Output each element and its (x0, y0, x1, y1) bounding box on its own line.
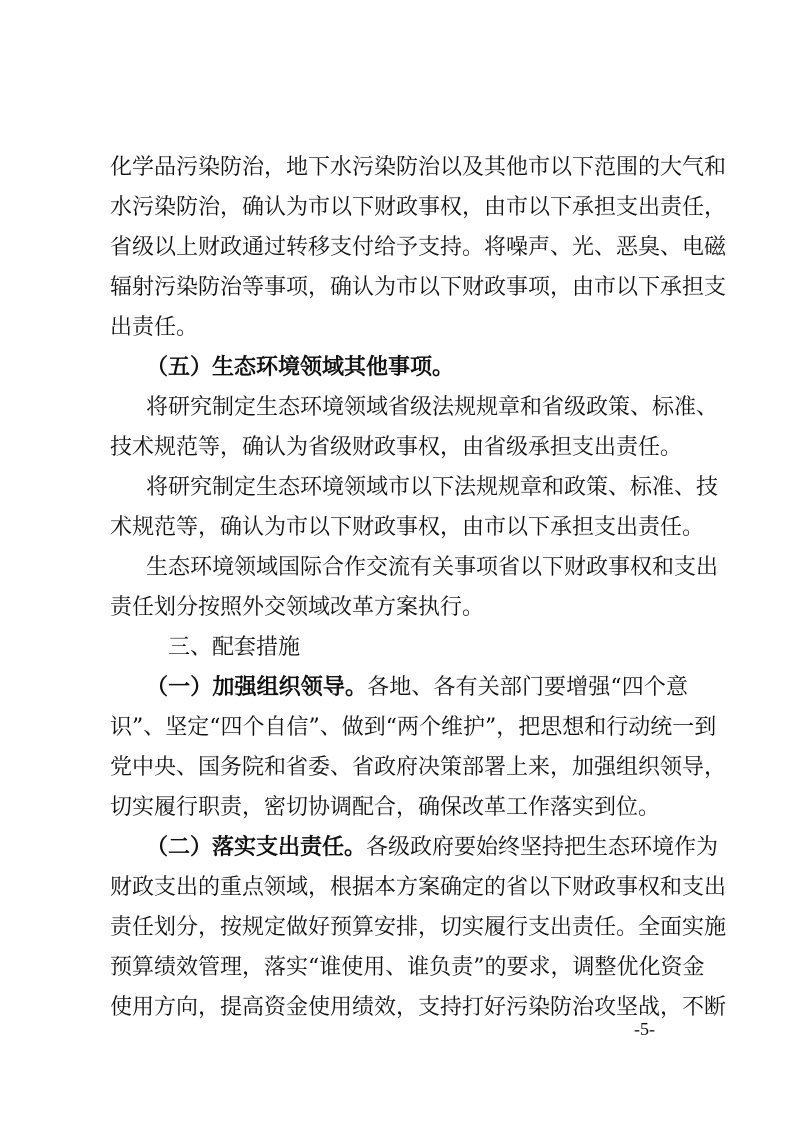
section-heading-5: （五）生态环境领域其他事项。 (146, 355, 455, 380)
body-line: 责任划分按照外交领域改革方案执行。 (110, 595, 485, 620)
subsection-heading-1: （一）加强组织领导。 (146, 675, 368, 700)
body-text: 各地、各有关部门要增强“四个意 (367, 675, 688, 700)
body-text: 各级政府要始终坚持把生态环境作为 (366, 835, 719, 860)
body-line: 识”、坚定“四个自信”、做到“两个维护”，把思想和行动统一到 (110, 715, 717, 740)
body-line: 生态环境领域国际合作交流有关事项省以下财政事权和支出 (146, 555, 719, 580)
body-line: 术规范等，确认为市以下财政事权，由市以下承担支出责任。 (110, 515, 705, 540)
body-line: 将研究制定生态环境领域市以下法规规章和政策、标准、技 (146, 475, 719, 500)
body-line: 出责任。 (110, 315, 199, 340)
page-number: -5- (634, 1019, 655, 1039)
paragraph-first-line (146, 833, 719, 863)
body-line: 切实履行职责，密切协调配合，确保改革工作落实到位。 (110, 795, 661, 820)
body-line: 预算绩效管理，落实“谁使用、谁负责”的要求，调整优化资金 (110, 955, 705, 980)
body-line: 财政支出的重点领域，根据本方案确定的省以下财政事权和支出 (110, 875, 727, 900)
body-line: 使用方向，提高资金使用绩效，支持打好污染防治攻坚战，不断 (110, 995, 727, 1020)
paragraph-first-line (146, 673, 688, 703)
body-line: 技术规范等，确认为省级财政事权，由省级承担支出责任。 (110, 435, 683, 460)
body-line: 辐射污染防治等事项，确认为市以下财政事项，由市以下承担支 (110, 275, 727, 300)
body-line: 党中央、国务院和省委、省政府决策部署上来，加强组织领导， (110, 755, 727, 780)
body-line: 责任划分，按规定做好预算安排，切实履行支出责任。全面实施 (110, 915, 727, 940)
body-line: 化学品污染防治，地下水污染防治以及其他市以下范围的大气和 (110, 155, 727, 180)
subsection-heading-2: （二）落实支出责任。 (146, 835, 367, 860)
body-line: 将研究制定生态环境领域省级法规规章和省级政策、标准、 (146, 395, 719, 420)
body-line: 水污染防治，确认为市以下财政事权，由市以下承担支出责任， (110, 195, 727, 220)
body-line: 省级以上财政通过转移支付给予支持。将噪声、光、恶臭、电磁 (110, 235, 727, 260)
chapter-heading: 三、配套措施 (168, 635, 301, 660)
